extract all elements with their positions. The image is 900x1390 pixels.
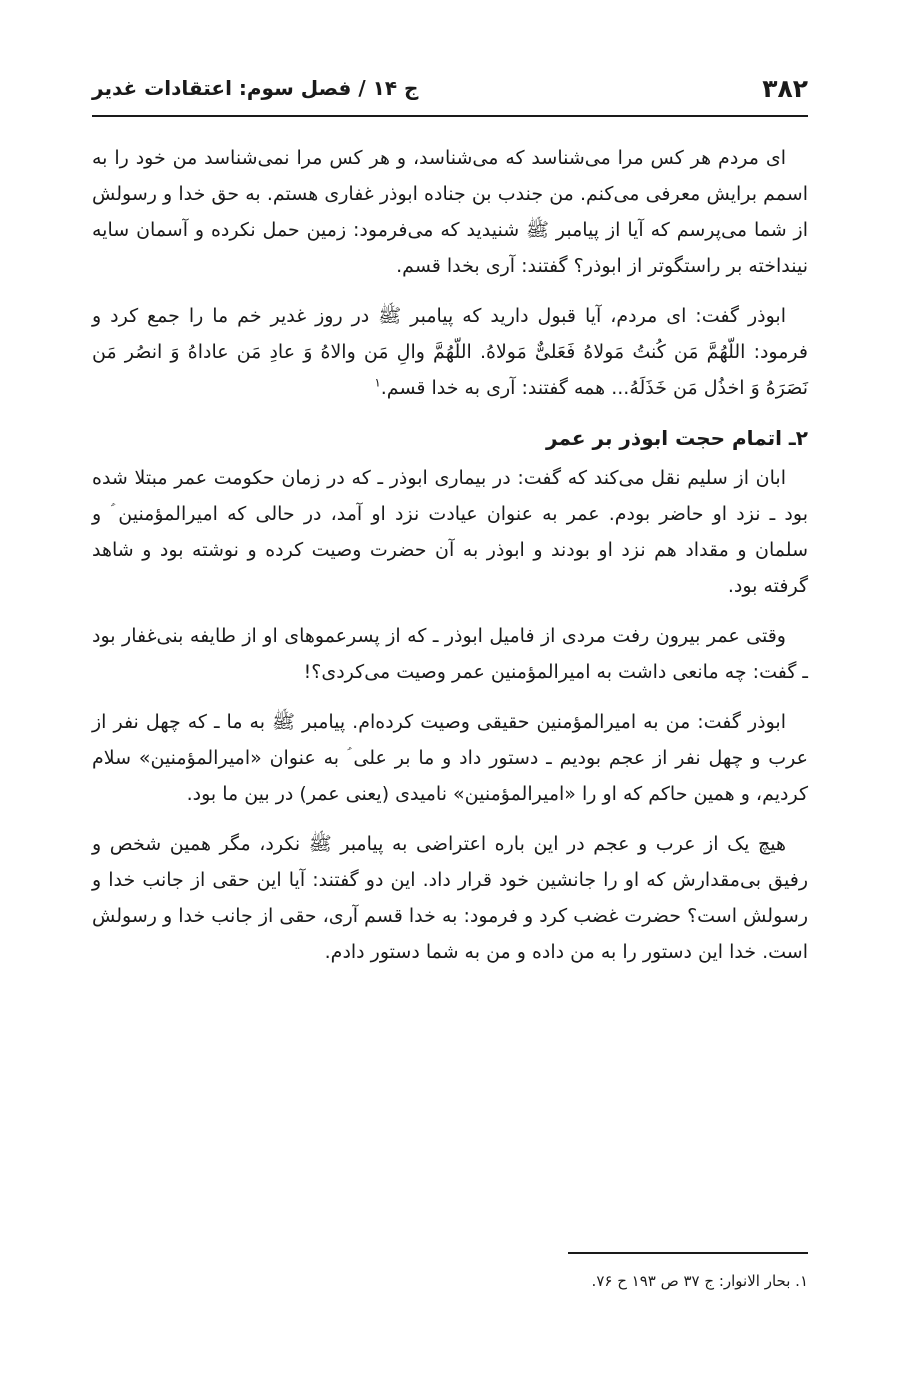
footnote-rule [568,1252,808,1254]
paragraph-6: هیچ یک از عرب و عجم در این باره اعتراضی به پیامبر ﷺ نکرد، مگر همین شخص و رفیق بی‌مقدارش که او را جانشین خود قرار داد. این دو گفتند: آیا این حقی از جانب خدا و رسولش است؟ حضرت غضب کرد و فرمود: به خدا قسم آری، حقی از جانب خدا و رسولش است. خدا این دستور را به من داده و من به شما دستور دادم. [92,833,808,963]
header-rule [92,115,808,117]
paragraph-1 [92,140,808,284]
section-heading: ۲ـ اتمام حجت ابوذر بر عمر [546,426,808,450]
paragraph-1-text: ای مردم هر کس مرا می‌شناسد که می‌شناسد، و هر کس مرا نمی‌شناسد من خود را به اسمم برایش معرفی می‌کنم. من جندب بن جناده ابوذر غفاری هستم. به حق خدا و رسولش از شما می‌پرسم که آیا از پیامبر ﷺ شنیدید که می‌فرمود: زمین حمل نکرده و آسمان سایه نینداخته بر راستگوتر از ابوذر؟ گفتند: آری بخدا قسم. [92,147,808,277]
body-text [92,140,808,984]
page-header [92,68,808,108]
paragraph-4: وقتی عمر بیرون رفت مردی از فامیل ابوذر ـ که از پسرعموهای او از طایفه بنی‌غفار بود ـ گفت: چه مانعی داشت به امیرالمؤمنین عمر وصیت می‌کردی؟! [92,625,808,683]
running-head: ج ۱۴ / فصل سوم: اعتقادات غدیر [92,76,419,100]
paragraph-3: ابان از سلیم نقل می‌کند که گفت: در بیماری ابوذر ـ که در زمان حکومت عمر مبتلا شده بود ـ نزد او حاضر بودم. عمر به عنوان عیادت نزد او آمد، در حالی که امیرالمؤمنین ؑ و سلمان و مقداد هم نزد او بودند و ابوذر به آن حضرت وصیت کرده و نوشته بود و شاهد گرفته بود. [92,467,808,597]
paragraph-5: ابوذر گفت: من به امیرالمؤمنین حقیقی وصیت کرده‌ام. پیامبر ﷺ به ما ـ که چهل نفر از عرب و چهل نفر از عجم بودیم ـ دستور داد و ما بر علی ؑ به عنوان «امیرالمؤمنین» سلام کردیم، و همین حاکم که او را «امیرالمؤمنین» نامیدی (یعنی عمر) در بین ما بود. [92,711,808,805]
paragraph-2 [92,298,808,406]
footnote-marker: ۱ [374,375,381,390]
footnote: ۱. بحار الانوار: ج ۳۷ ص ۱۹۳ ح ۷۶. [591,1272,808,1290]
page-number: ۳۸۲ [762,73,808,103]
paragraph-2-text: ابوذر گفت: ای مردم، آیا قبول دارید که پیامبر ﷺ در روز غدیر خم ما را جمع کرد و فرمود: اللّهُمَّ مَن کُنتُ مَولاهُ فَعَلیٌّ مَولاهُ. اللّهُمَّ والِ مَن والاهُ وَ عادِ مَن عاداهُ وَ انصُر مَن نَصَرَهُ وَ اخذُل مَن خَذَلَهُ... همه گفتند: آری به خدا قسم. [92,305,808,399]
